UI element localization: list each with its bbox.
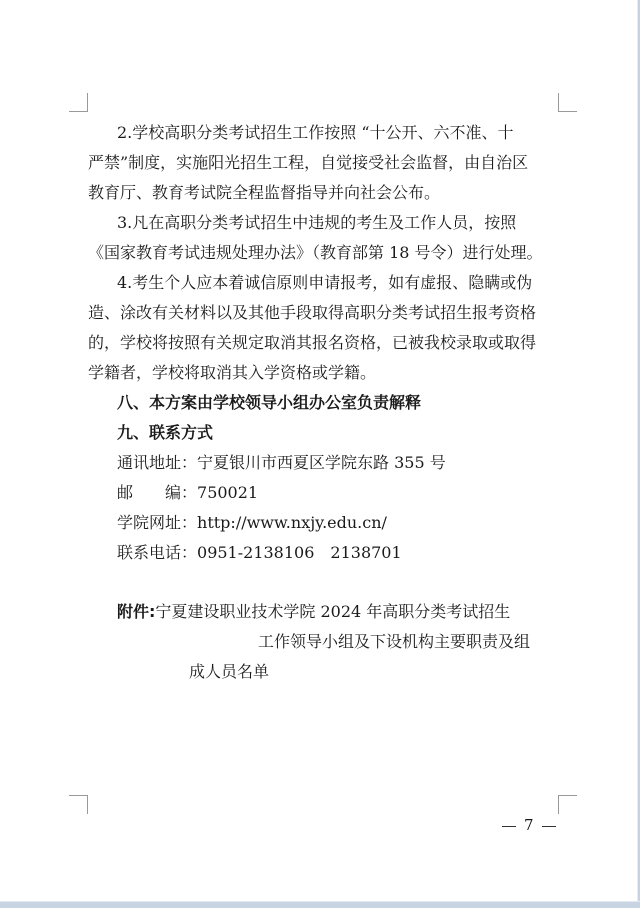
contact-postcode <box>117 483 258 503</box>
address-value: 宁夏银川市西夏区学院东路 355 号 <box>197 453 446 472</box>
window-bottom-border <box>0 901 640 908</box>
contact-phone <box>117 543 402 563</box>
attachment-label: 附件: <box>117 602 156 621</box>
crop-mark-top-left <box>69 93 88 112</box>
para4-line4: 学籍者，学校将取消其入学资格或学籍。 <box>88 363 377 382</box>
website-value: http://www.nxjy.edu.cn/ <box>197 513 387 532</box>
para3-line2: 《国家教育考试违规处理办法》（教育部第 18 号令）进行处理。 <box>88 243 543 262</box>
para2-line2: 严禁”制度，实施阳光招生工程，自觉接受社会监督，由自治区 <box>88 153 529 172</box>
postcode-value: 750021 <box>197 483 259 502</box>
section-heading-8: 八、本方案由学校领导小组办公室负责解释 <box>117 393 422 412</box>
para4-line2: 造、涂改有关材料以及其他手段取得高职分类考试招生报考资格 <box>88 303 537 322</box>
para2-line1: 2.学校高职分类考试招生工作按照 “十公开、六不准、十 <box>117 123 514 142</box>
contact-website <box>117 513 387 533</box>
website-label: 学院网址： <box>117 513 198 532</box>
para4-line3: 的，学校将按照有关规定取消其报名资格，已被我校录取或取得 <box>88 333 537 352</box>
attachment-line2: 工作领导小组及下设机构主要职责及组 <box>258 632 531 651</box>
postcode-label: 邮 编： <box>117 483 198 502</box>
page-number <box>494 815 564 835</box>
page-number-dash-left <box>502 826 516 827</box>
para2-line3: 教育厅、教育考试院全程监督指导并向社会公布。 <box>88 183 441 202</box>
crop-mark-bottom-left <box>69 795 88 814</box>
page-number-value: 7 <box>524 816 534 834</box>
para4-line1: 4.考生个人应本着诚信原则申请报考，如有虚报、隐瞒或伪 <box>117 273 533 292</box>
section-heading-9: 九、联系方式 <box>117 423 214 442</box>
attachment-line3: 成人员名单 <box>189 662 270 681</box>
crop-mark-top-right <box>558 93 577 112</box>
para3-line1: 3.凡在高职分类考试招生中违规的考生及工作人员，按照 <box>117 213 517 232</box>
crop-mark-bottom-right <box>558 795 577 814</box>
phone-value: 0951-2138106 2138701 <box>197 543 402 562</box>
attachment-line1 <box>117 602 510 622</box>
attachment-title-part1: 宁夏建设职业技术学院 2024 年高职分类考试招生 <box>155 602 511 621</box>
address-label: 通讯地址： <box>117 453 198 472</box>
contact-address <box>117 453 446 473</box>
phone-label: 联系电话： <box>117 543 198 562</box>
page-number-dash-right <box>542 826 556 827</box>
